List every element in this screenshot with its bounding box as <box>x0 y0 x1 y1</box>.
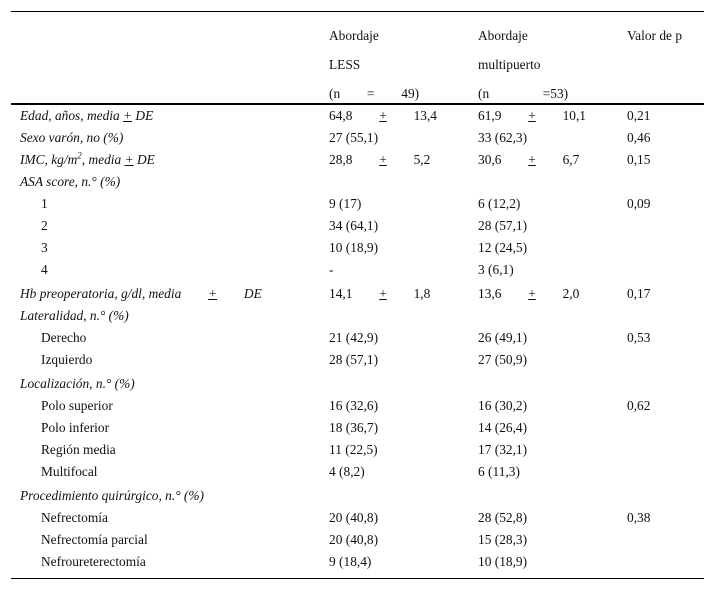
table-row <box>11 171 704 193</box>
p-value: 0,17 <box>627 286 651 301</box>
row-label: 3 <box>41 240 48 255</box>
table-row <box>11 259 704 281</box>
table-row <box>11 529 704 551</box>
multipuerto-value: 6 (12,2) <box>478 196 521 211</box>
header-p-label: Valor de p <box>627 28 683 43</box>
data-table <box>11 11 704 579</box>
less-value: 64,8 + 13,4 <box>329 108 437 123</box>
row-label: Nefrectomía parcial <box>41 532 148 547</box>
multipuerto-value: 12 (24,5) <box>478 240 528 255</box>
row-label: Polo superior <box>41 398 113 413</box>
row-label: Edad, años, media + DE <box>20 108 154 123</box>
multipuerto-value: 30,6 + 6,7 <box>478 152 580 167</box>
superscript: 2 <box>77 150 82 161</box>
row-label: Lateralidad, n.° (%) <box>20 308 129 323</box>
multipuerto-value: 33 (62,3) <box>478 130 528 145</box>
less-value: 34 (64,1) <box>329 218 379 233</box>
row-label: Región media <box>41 442 116 457</box>
row-label: Procedimiento quirúrgico, n.° (%) <box>20 488 204 503</box>
plus-minus-sign: + <box>208 286 218 301</box>
table-row <box>11 193 704 215</box>
table-row <box>11 237 704 259</box>
table-row <box>11 327 704 349</box>
p-value: 0,21 <box>627 108 651 123</box>
less-value: 27 (55,1) <box>329 130 379 145</box>
less-value: 21 (42,9) <box>329 330 379 345</box>
row-label: Multifocal <box>41 464 98 479</box>
multipuerto-value: 6 (11,3) <box>478 464 520 479</box>
less-value: 4 (8,2) <box>329 464 365 479</box>
multipuerto-value: 28 (57,1) <box>478 218 528 233</box>
row-label: Hb preoperatoria, g/dl, media + DE <box>20 286 262 301</box>
table-row <box>11 149 704 171</box>
less-value: 9 (17) <box>329 196 362 211</box>
less-value: 18 (36,7) <box>329 420 379 435</box>
table-row <box>11 417 704 439</box>
table-row <box>11 507 704 529</box>
row-label: 2 <box>41 218 48 233</box>
row-label: Izquierdo <box>41 352 93 367</box>
less-value: 20 (40,8) <box>329 532 379 547</box>
less-value: 10 (18,9) <box>329 240 379 255</box>
header-less-line3: (n = 49) <box>329 86 420 101</box>
multipuerto-value: 15 (28,3) <box>478 532 528 547</box>
multipuerto-value: 10 (18,9) <box>478 554 528 569</box>
row-label: Derecho <box>41 330 87 345</box>
plus-minus-sign: + <box>123 108 133 123</box>
table-row <box>11 395 704 417</box>
multipuerto-value: 17 (32,1) <box>478 442 528 457</box>
header-less-line1: Abordaje <box>329 28 379 43</box>
p-value: 0,53 <box>627 330 651 345</box>
multipuerto-value: 14 (26,4) <box>478 420 528 435</box>
row-label: Nefrectomía <box>41 510 108 525</box>
p-value: 0,38 <box>627 510 651 525</box>
table-row <box>11 461 704 483</box>
less-value: 20 (40,8) <box>329 510 379 525</box>
header-less <box>329 21 419 108</box>
multipuerto-value: 27 (50,9) <box>478 352 528 367</box>
table-row <box>11 305 704 327</box>
p-value: 0,15 <box>627 152 651 167</box>
table-row <box>11 283 704 305</box>
table-row <box>11 215 704 237</box>
less-value: 28,8 + 5,2 <box>329 152 431 167</box>
multipuerto-value: 28 (52,8) <box>478 510 528 525</box>
header-less-line2: LESS <box>329 57 361 72</box>
multipuerto-value: 61,9 + 10,1 <box>478 108 586 123</box>
row-label: Sexo varón, no (%) <box>20 130 124 145</box>
p-value: 0,62 <box>627 398 651 413</box>
header-multi-line1: Abordaje <box>478 28 528 43</box>
header-multi-line2: multipuerto <box>478 57 541 72</box>
header-multipuerto <box>478 21 568 108</box>
table-row <box>11 439 704 461</box>
header-multi-line3: (n =53) <box>478 86 569 101</box>
table-row <box>11 349 704 371</box>
table-row <box>11 105 704 127</box>
less-value: 14,1 + 1,8 <box>329 286 431 301</box>
p-value: 0,46 <box>627 130 651 145</box>
row-label: 1 <box>41 196 48 211</box>
less-value: 28 (57,1) <box>329 352 379 367</box>
table-header <box>11 12 704 105</box>
header-p-value <box>627 21 682 50</box>
table-row <box>11 551 704 573</box>
less-value: 11 (22,5) <box>329 442 378 457</box>
multipuerto-value: 3 (6,1) <box>478 262 514 277</box>
row-label: IMC, $kg/m^2$, media + DE <box>20 150 155 167</box>
row-label: 4 <box>41 262 48 277</box>
row-label: ASA score, n.° (%) <box>20 174 121 189</box>
table-row <box>11 373 704 395</box>
row-label: Localización, n.° (%) <box>20 376 135 391</box>
plus-minus-sign: + <box>124 152 134 167</box>
row-label: Polo inferior <box>41 420 110 435</box>
less-value: - <box>329 262 334 277</box>
multipuerto-value: 26 (49,1) <box>478 330 528 345</box>
table-row <box>11 127 704 149</box>
multipuerto-value: 16 (30,2) <box>478 398 528 413</box>
p-value: 0,09 <box>627 196 651 211</box>
less-value: 9 (18,4) <box>329 554 372 569</box>
less-value: 16 (32,6) <box>329 398 379 413</box>
row-label: Nefroureterectomía <box>41 554 146 569</box>
table-row <box>11 485 704 507</box>
multipuerto-value: 13,6 + 2,0 <box>478 286 580 301</box>
